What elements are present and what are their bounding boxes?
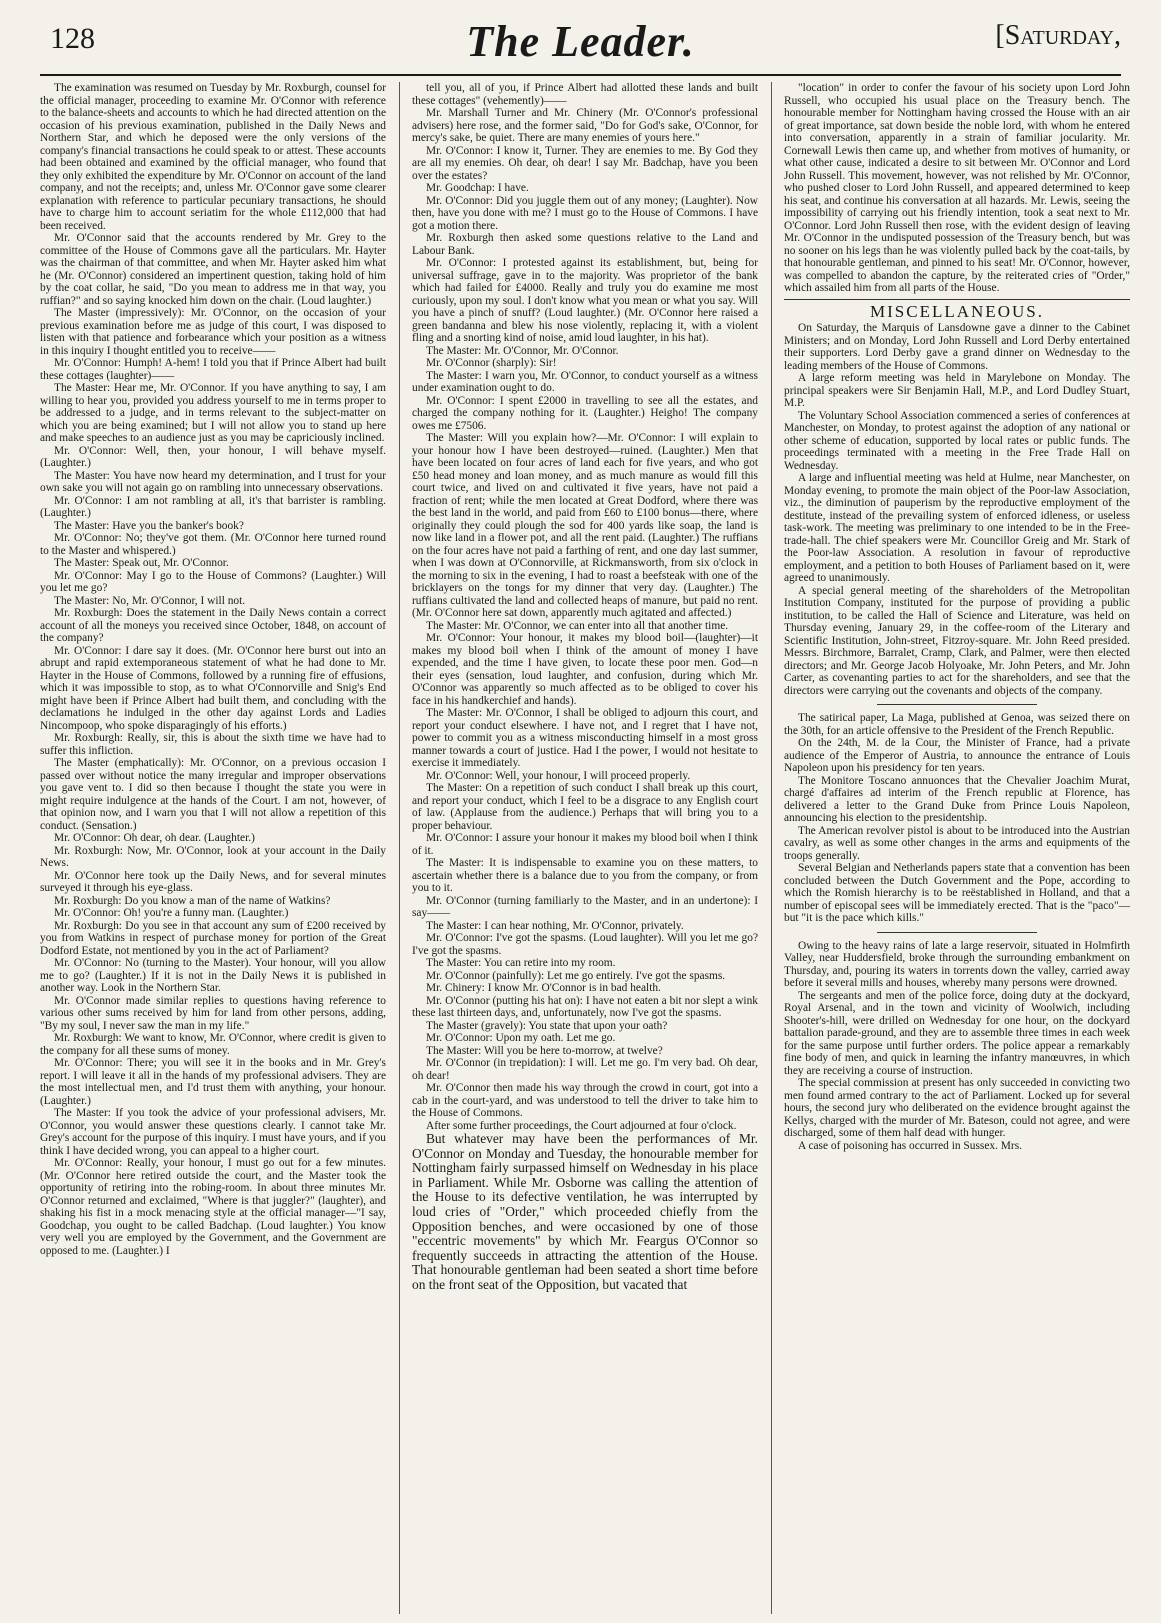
paragraph: Mr. Roxburgh: Does the statement in the Daily News contain a correct account of all the moneys you received since October, 1848, on account of the company? [40,607,386,644]
paragraph: Mr. O'Connor said that the accounts rendered by Mr. Grey to the committee of the House of Commons gave all the particulars. Mr. Hayter was the chairman of that committee, and when Mr. Hayter asked him what he (Mr. O'Connor) considered an impertinent question, taking hold of him by the coat collar, he said, "Do you mean to address me in that way, you ruffian?" and so saying knocked him down on the chair. (Loud laughter.) [40,232,386,307]
paragraph: The Master: Hear me, Mr. O'Connor. If you have anything to say, I am willing to hear you, provided you address yourself to me in terms proper to be addressed to a judge, and in terms relevant to the subject-matter on which you are being examined; but I will not allow you to stand up here and make speeches to an audience just as you may be capriciously inclined. [40,382,386,444]
paragraph: Mr. Roxburgh: We want to know, Mr. O'Connor, where credit is given to the company for all these sums of money. [40,1032,386,1057]
paragraph: Mr. O'Connor: I know it, Turner. They are enemies to me. By God they are all my enemies. Oh dear, oh dear! I say Mr. Badchap, have you been over the estates? [412,144,758,182]
paragraph: Mr. O'Connor: I protested against its establishment, but, being for universal suffrage, gave in to the majority. Was proprietor of the bank which had failed for £4000. Really and truly you do examine me most curiously, upon my soul. I don't know what you mean or what you say. Will you have a pinch of snuff? (Loud laughter.) (Mr. O'Connor here raised a green bandanna and blew his nose violently, replacing it, with a violent fling and a snorting kind of noise, amid loud laughter, in his hat). [412,257,758,344]
paragraph: Mr. O'Connor made similar replies to questions having reference to various other sums received by him for land from other persons, adding, "By my soul, I never saw the man in my life." [40,994,386,1032]
paragraph: Mr. O'Connor: Upon my oath. Let me go. [426,1032,616,1044]
paragraph: Mr. Roxburgh: Do you know a man of the name of Watkins? [54,894,331,907]
paragraph: Mr. Roxburgh then asked some questions relative to the Land and Labour Bank. [412,232,758,257]
paragraph: The Master (gravely): You state that upon your oath? [426,1019,668,1032]
paragraph: Mr. O'Connor: Humph! A-hem! I told you that if Prince Albert had built these cottages (laughter)—— [40,357,386,382]
column-divider [399,82,400,1614]
paragraph: Mr. O'Connor: I spent £2000 in travelling to see all the estates, and charged the company nothing for it. (Laughter.) Heigho! The company owes me £7506. [412,394,758,432]
paragraph: The Monitore Toscano annuonces that the Chevalier Joachim Murat, chargé d'affaires ad interim of the French republic at Florence, has delivered a letter to the Grand Duke from Prince Louis Napoleon, announcing his election to the presidentship. [784,774,1130,824]
misc-block-1 [784,322,1130,697]
paragraph: The examination was resumed on Tuesday by Mr. Roxburgh, counsel for the official manager, proceeding to examine Mr. O'Connor with reference to the balance-sheets and accounts to which he had directed attention on the occasion of his previous examination, published in the Daily News and Northern Star, and which he deposed were the only versions of the company's financial transactions he could speak to or attest. These accounts had been obtained and examined by the official manager, who found that they only exhibited the expenditure by Mr. O'Connor on account of the land company, and not the receipts; and, unless Mr. O'Connor gave some clearer explanation with reference to particular pecuniary transactions, he should have to charge him to account seriatim for the whole £112,000 that had been received. [40,82,386,232]
paragraph: Mr. O'Connor: May I go to the House of Commons? (Laughter.) Will you let me go? [40,569,386,594]
paragraph: Mr. O'Connor here took up the Daily News, and for several minutes surveyed it through his eye-glass. [40,869,386,894]
paragraph: tell you, all of you, if Prince Albert had allotted these lands and built these cottages" (vehemently)—— [412,82,758,107]
paragraph: The Master: I warn you, Mr. O'Connor, to conduct yourself as a witness under examination ought to do. [412,369,758,394]
paragraph: Mr. Goodchap: I have. [426,182,529,194]
paragraph: Mr. O'Connor: I am not rambling at all, it's that barrister is rambling. (Laughter.) [40,494,386,519]
paragraph: Mr. O'Connor: I assure your honour it makes my blood boil when I think of it. [412,832,758,857]
paragraph: Mr. Roxburgh: Now, Mr. O'Connor, look at your account in the Daily News. [40,844,386,869]
paragraph: Mr. O'Connor: There; you will see it in the books and in Mr. Grey's report. I will leave it all in the hands of my professional advisers. They are the most intellectual men, and I'd trust them with anything, your honour. (Laughter.) [40,1057,386,1107]
masthead-title: The Leader. [466,17,695,66]
paragraph: A case of poisoning has occurred in Sussex. Mrs. [798,1139,1022,1152]
paragraph: Mr. O'Connor (painfully): Let me go entirely. I've got the spasms. [426,969,726,982]
section-heading-miscellaneous: MISCELLANEOUS. [784,299,1130,319]
paragraph: Mr. Chinery: I know Mr. O'Connor is in bad health. [426,982,661,994]
paragraph: The Master: I can hear nothing, Mr. O'Connor, privately. [426,919,684,932]
paragraph: "location" in order to confer the favour of his society upon Lord John Russell, who occupied his usual place on the Treasury bench. The honourable member for Nottingham having crossed the House with an air of great importance, sat down beside the noble lord, with whom he entered into conversation, apparently in a strain of familiar jocularity. Mr. Cornewall Lewis then came up, and whether from motives of humanity, or what other cause, indicated a desire to sit between Mr. O'Connor and Lord John Russell. This movement, however, was not relished by Mr. O'Connor, who pushed closer to Lord John Russell, and appeared determined to keep his seat, and continue his conversation at all hazards. Mr. Lewis, seeing the impossibility of carrying out his friendly intention, took a seat next to Mr. O'Connor. Lord John Russell then rose, with the evident design of leaving Mr. O'Connor in the undisputed possession of the Treasury bench, but was no sooner on his legs than he was violently pulled back by the coat-tails, by that honourable gentleman, and pinned to his seat! Mr. O'Connor, however, was compelled to abandon the capture, by the reiterated cries of "Order," which assailed him from all parts of the House. [784,82,1130,294]
paragraph: Several Belgian and Netherlands papers state that a convention has been concluded between the Dutch Government and the Pope, according to which the Romish hierarchy is to be reëstablished in Holland, and that a number of episcopal sees will be immediately erected. That is the "paco"—but "it is the pace which kills." [784,862,1130,924]
paragraph: Mr. O'Connor then made his way through the crowd in court, got into a cab in the court-yard, and was understood to tell the driver to take him to the House of Commons. [412,1082,758,1119]
paragraph: The satirical paper, La Maga, published at Genoa, was seized there on the 30th, for an article offensive to the President of the French Republic. [784,712,1130,737]
paragraph: A large and influential meeting was held at Hulme, near Manchester, on Monday evening, to promote the main object of the Poor-law Association, viz., the diminution of pauperism by the reproductive employment of the destitute, instead of the prevailing system of enforced idleness, or useless task-work. The meeting was preliminary to one intended to be in the Free-trade-hall. The chief speakers were Mr. Councillor Greig and Mr. Stark of the Poor-law Association. A resolution in favour of reproductive employment, and a petition to both Houses of Parliament based on it, were agreed to unanimously. [784,472,1130,584]
paragraph: Mr. O'Connor: I've got the spasms. (Loud laughter). Will you let me go? I've got the spasms. [412,932,758,957]
paragraph: The Master: It is indispensable to examine you on these matters, to ascertain whether there is a balance due to you from the company, or from you to it. [412,857,758,894]
issue-day: [Saturday, [995,20,1121,51]
paragraph: On the 24th, M. de la Cour, the Minister of France, had a private audience of the Emperor of Austria, to announce the entrance of Louis Napoleon upon his presidency for ten years. [784,737,1130,774]
paragraph: The Master (emphatically): Mr. O'Connor, on a previous occasion I passed over without notice the many irregular and improper observations you gave vent to. I did so then because I thought the state you were in might require indulgence at the hands of the Court. I am not, however, of that opinion now, and I warn you that I will not allow a repetition of this conduct. (Sensation.) [40,757,386,832]
page-number: 128 [50,22,95,55]
paragraph: Mr. O'Connor (in trepidation): I will. Let me go. I'm very bad. Oh dear, oh dear! [412,1057,758,1082]
paragraph: The Master: Mr. O'Connor, we can enter into all that another time. [426,619,729,632]
misc-block-3 [784,940,1130,1153]
paragraph: The Master: Speak out, Mr. O'Connor. [54,557,229,569]
column-1 [40,82,386,1614]
column-2 [412,82,758,1614]
paragraph: The Master: Have you the banker's book? [54,519,244,532]
paragraph: Mr. O'Connor: Did you juggle them out of any money; (Laughter). Now then, have you done with me? I must go to the House of Commons. I have got a motion there. [412,194,758,232]
paragraph: The special commission at present has only succeeded in convicting two men found armed contrary to the act of Parliament. Locked up for several hours, the second jury who deliberated on the evidence brought against the Kellys, charged with the murder of Mr. Bateson, could not agree, and were discharged, some of them half dead with hunger. [784,1077,1130,1139]
column-divider [771,82,772,1614]
paragraph: The Master: If you took the advice of your professional advisers, Mr. O'Connor, you would answer these questions clearly. I cannot take Mr. Grey's account for the purpose of this inquiry. I must have yours, and if you think I have decided wrong, you can appeal to a higher court. [40,1107,386,1157]
paragraph: Mr. O'Connor (turning familiarly to the Master, and in an undertone): I say—— [412,894,758,919]
paragraph: Mr. O'Connor: No; they've got them. (Mr. O'Connor here turned round to the Master and whispered.) [40,532,386,557]
paragraph: Mr. O'Connor: Well, then, your honour, I will behave myself. (Laughter.) [40,444,386,469]
paragraph: Owing to the heavy rains of late a large reservoir, situated in Holmfirth Valley, near Huddersfield, broke through the surrounding embankment on Thursday, and, pouring its waters in torrents down the valley, carried away before it several mills and houses, whereby many persons were drowned. [784,939,1130,989]
paragraph: The Master: Will you explain how?—Mr. O'Connor: I will explain to your honour how I have been destroyed—ruined. (Laughter.) Men that have been located on four acres of land each for five years, and who got £50 head money and loan money, and as much manure as would fill this court twice, and lived on and cultivated it five years, have not paid a fraction of rent; while the men located at Great Dodford, where there was the best land in the world, and paid from £60 to £100 bonus—there, where originally they could plough the sod for 400 yards like soap, the land is now like land in a flower pot, and all the rent paid. (Laughter.) The ruffians on the four acres have not paid a farthing of rent, and one day last summer, when I was down at O'Connorville, at Rickmansworth, from six o'clock in the morning to six in the evening, I had to roast a beefsteak with one of the bricklayers on the tongs for my dinner that very day. (Laughter.) The ruffians cultivated the land and collected heaps of manure, but paid no rent. (Mr. O'Connor here sat down, apparently much agitated and affected.) [412,432,758,619]
paragraph: A large reform meeting was held in Marylebone on Monday. The principal speakers were Sir Benjamin Hall, M.P., and Lord Dudley Stuart, M.P. [784,372,1130,409]
paragraph: The Master: Mr. O'Connor, I shall be obliged to adjourn this court, and report your conduct elsewhere. I have not, and I regret that I have not, power to commit you as a witness misconducting himself in a most gross manner towards a court of justice. Had I the power, I would not hesitate to exercise it immediately. [412,707,758,769]
paragraph: Mr. O'Connor: Well, your honour, I will proceed properly. [426,769,691,782]
column-3 [784,82,1130,1614]
paragraph: Mr. O'Connor: Oh! you're a funny man. (Laughter.) [54,907,289,919]
page-header [40,10,1121,76]
paragraph: Mr. O'Connor: Really, your honour, I must go out for a few minutes. (Mr. O'Connor here retired outside the court, and the Master took the opportunity of retiring into the robing-room. In about three minutes Mr. O'Connor returned and exclaimed, "Where is that juggler?" (laughter), and shaking his fist in a mock menacing style at the official manager—"I say, Goodchap, you ought to be called Badchap. (Loud laughter.) You know very well you are employed by the Government, and the Government are opposed to me. (Laughter.) I [40,1157,386,1257]
paragraph: On Saturday, the Marquis of Lansdowne gave a dinner to the Cabinet Ministers; and on Monday, Lord John Russell and Lord Derby entertained their supporters. Lord Derby gave a grand dinner on Wednesday to the leading members of the House of Commons. [784,322,1130,372]
paragraph: The Master: You have now heard my determination, and I trust for your own sake you will not again go on rambling into unnecessary observations. [40,469,386,494]
paragraph: The sergeants and men of the police force, doing duty at the dockyard, Royal Arsenal, and in the town and vicinity of Woolwich, including Shooter's-hill, were drilled on Wednesday for one hour, on the dockyard battalion parade-ground, and they are to assemble three times in each week for the same purpose until further orders. The police appear a remarkably fine body of men, and quick in learning the infantry manœuvres, in which they are receiving a course of instruction. [784,989,1130,1077]
paragraph: A special general meeting of the shareholders of the Metropolitan Institution Company, instituted for the purpose of providing a public institution, to be called the Hall of Science and Literature, was held on Thursday evening, January 29, in the coffee-room of the Literary and Scientific Institution, John-street, Fitzroy-square. Mr. John Reed presided. Messrs. Birchmore, Barralet, Cramp, Clark, and Palmer, were then elected directors; and Mr. George Jacob Holyoake, Mr. John Peters, and Mr. John Carter, as covenanting parties to act for the shareholders, and see that the directors were carrying out the covenants and objects of the company. [784,584,1130,697]
paragraph: The Master: Mr. O'Connor, Mr. O'Connor. [426,344,619,357]
paragraph: After some further proceedings, the Court adjourned at four o'clock. [426,1119,737,1132]
paragraph: Mr. O'Connor: No (turning to the Master). Your honour, will you allow me to go? (Laughter.) If it is not in the Daily News it is published in another way. Look in the Northern Star. [40,957,386,994]
column-2-paragraphs [412,82,758,1132]
paragraph: The Master: Will you be here to-morrow, at twelve? [426,1044,663,1057]
paragraph: Mr. O'Connor: Your honour, it makes my blood boil—(laughter)—it makes my blood boil when I think of the amount of money I have expended, and the time I have given, to locate these poor men. God—n their eyes (sensation, loud laughter, and confusion, during which Mr. O'Connor was apparently so much affected as to be obliged to cover his face in his handkerchief and hands). [412,632,758,707]
paragraph: The Master: You can retire into my room. [426,957,616,969]
paragraph: The American revolver pistol is about to be introduced into the Austrian cavalry, as well as some other changes in the arms and equipments of the troops generally. [784,824,1130,862]
paragraph: Mr. O'Connor: Oh dear, oh dear. (Laughter.) [54,832,255,844]
paragraph: The Master: No, Mr. O'Connor, I will not. [54,594,246,607]
paragraph: Mr. O'Connor: I dare say it does. (Mr. O'Connor here burst out into an abrupt and rapid extemporaneous statement of what he had done to Mr. Hayter in the House of Commons, followed by a running fire of effusions, which it was impossible to stop, as to what O'Connorville and Snig's End might have been if Prince Albert had built them, and concluding with the declamations he indulged in the other day against Lords and Ladies Nincompoop, who spoke disparagingly of his efforts.) [40,644,386,732]
paragraph: Mr. O'Connor (putting his hat on): I have not eaten a bit nor slept a wink these last thirteen days, and, unfortunately, now I've got the spasms. [412,994,758,1019]
paragraph: The Master: On a repetition of such conduct I shall break up this court, and report your conduct, which I feel to be a disgrace to any English court of law. (Applause from the audience.) Perhaps that will bring you to a proper behaviour. [412,782,758,832]
section-separator [877,704,1037,705]
paragraph: Mr. Marshall Turner and Mr. Chinery (Mr. O'Connor's professional advisers) here rose, and the former said, "Do for God's sake, O'Connor, for mercy's sake, be quiet. There are many enemies of yours here." [412,107,758,144]
section-separator [877,932,1037,933]
column-3-lead [784,82,1130,295]
paragraph: The Voluntary School Association commenced a series of conferences at Manchester, on Monday, to protest against the adoption of any national or other scheme of education, supported by local rates or public funds. The proceedings terminated with a meeting in the Free Trade Hall on Wednesday. [784,409,1130,472]
paragraph: Mr. O'Connor (sharply): Sir! [426,357,557,369]
closing-paragraph: But whatever may have been the performances of Mr. O'Connor on Monday and Tuesday, the honourable member for Nottingham fairly surpassed himself on Wednesday in his place in Parliament. While Mr. Osborne was calling the attention of the House to its defective ventilation, he was interrupted by loud cries of "Order," which proceeded chiefly from the Opposition benches, and were occasioned by one of those "eccentric movements" by which Mr. Feargus O'Connor so frequently succeeds in attracting the attention of the House. That honourable gentleman had been seated a short time before on the front seat of the Opposition, but vacated that [412,1131,758,1292]
article-columns [40,82,1130,1614]
paragraph: Mr. Roxburgh: Really, sir, this is about the sixth time we have had to suffer this infliction. [40,732,386,757]
paragraph: The Master (impressively): Mr. O'Connor, on the occasion of your previous examination before me as judge of this court, I was disposed to listen with that patience and forbearance which your position as a witness in this inquiry I thought entitled you to receive—— [40,307,386,357]
paragraph: Mr. Roxburgh: Do you see in that account any sum of £200 received by you from Watkins in respect of purchase money for portion of the Great Dodford Estate, not mentioned by you in the act of Parliament? [40,919,386,957]
misc-block-2 [784,712,1130,925]
